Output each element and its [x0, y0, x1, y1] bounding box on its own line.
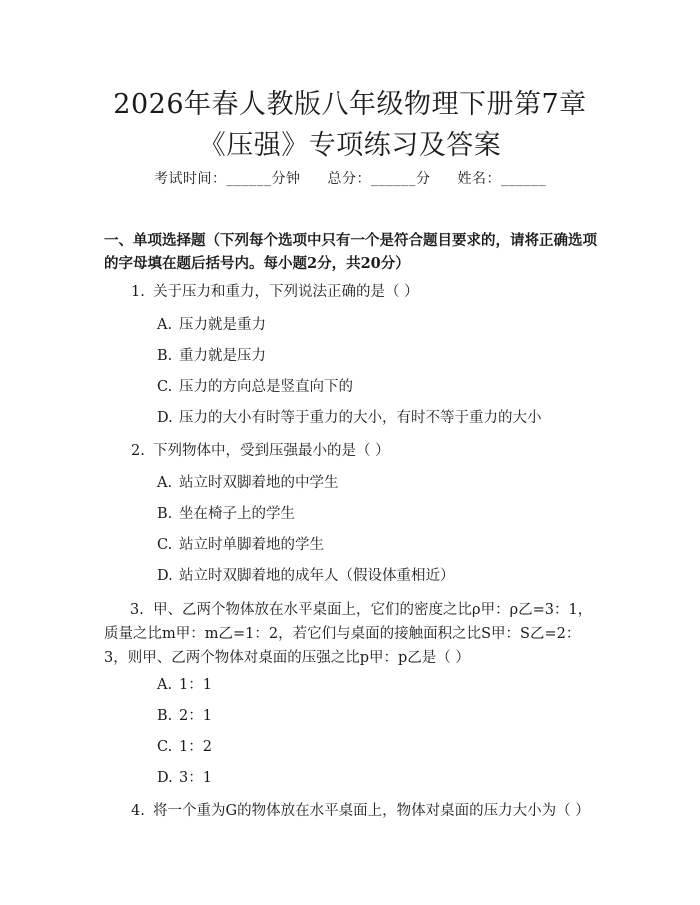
question-number: 2. — [131, 443, 145, 459]
option-1d: D. 压力的大小有时等于重力的大小，有时不等于重力的大小 — [157, 410, 542, 426]
exam-score: 总分：______分 — [327, 171, 431, 187]
option-1c: C. 压力的方向总是竖直向下的 — [157, 379, 353, 395]
option-3c: C. 1：2 — [157, 739, 212, 755]
question-text: 下列物体中，受到压强最小的是（ ） — [153, 443, 390, 459]
option-2a: A. 站立时双脚着地的中学生 — [157, 475, 339, 491]
question-2 — [131, 440, 390, 462]
question-1 — [131, 281, 419, 303]
option-2b: B. 坐在椅子上的学生 — [157, 506, 295, 522]
student-name: 姓名：______ — [457, 171, 546, 187]
question-text: 关于压力和重力，下列说法正确的是（ ） — [153, 284, 419, 300]
option-2d: D. 站立时双脚着地的成年人（假设体重相近） — [157, 568, 455, 584]
exam-time: 考试时间：______分钟 — [154, 171, 301, 187]
question-number: 1. — [131, 284, 145, 300]
section-heading: 一、单项选择题（下列每个选项中只有一个是符合题目要求的，请将正确选项的字母填在题后括号内。每小题2分，共20分） — [104, 232, 597, 272]
question-text: 甲、乙两个物体放在水平桌面上，它们的密度之比ρ甲：ρ乙=3：1，质量之比m甲：m乙=1：2，若它们与桌面的接触面积之比S甲：S乙=2：3，则甲、乙两个物体对桌面的压强之比p甲：p乙是（ ） — [104, 602, 593, 666]
option-3b: B. 2：1 — [157, 708, 212, 724]
question-number: 3. — [130, 602, 144, 618]
question-4 — [131, 800, 590, 822]
option-1a: A. 压力就是重力 — [157, 317, 266, 333]
option-3d: D. 3：1 — [157, 770, 212, 786]
exam-meta — [0, 168, 700, 188]
question-3 — [104, 598, 604, 670]
option-2c: C. 站立时单脚着地的学生 — [157, 537, 324, 553]
document-title: 2026年春人教版八年级物理下册第7章《压强》专项练习及答案 — [113, 89, 587, 161]
question-text: 将一个重为G的物体放在水平桌面上，物体对桌面的压力大小为（ ） — [153, 803, 590, 819]
option-3a: A. 1：1 — [157, 677, 212, 693]
question-number: 4. — [131, 803, 145, 819]
option-1b: B. 重力就是压力 — [157, 348, 266, 364]
